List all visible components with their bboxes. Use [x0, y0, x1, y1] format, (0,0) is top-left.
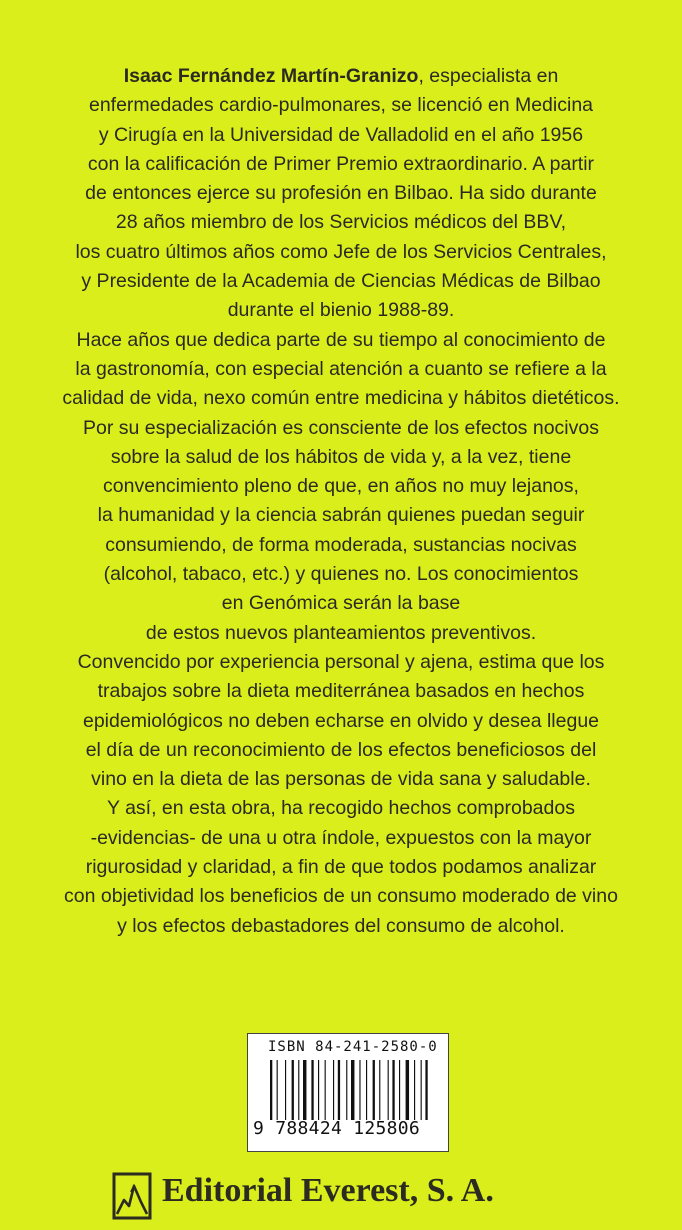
barcode-bar — [359, 1060, 360, 1120]
bio-line: Hace años que dedica parte de su tiempo al conocimiento de — [76, 328, 606, 351]
bio-line: vino en la dieta de las personas de vida sana y saludable. — [91, 768, 591, 791]
bio-line: durante el bienio 1988-89. — [227, 299, 455, 322]
bio-line: y Cirugía en la Universidad de Valladolid en el año 1956 — [98, 123, 584, 146]
barcode-bar — [285, 1060, 286, 1120]
barcode-bar — [318, 1060, 319, 1120]
barcode-bar — [379, 1060, 380, 1120]
publisher-name: Editorial Everest, S. A. — [162, 1172, 494, 1209]
barcode-bar — [346, 1060, 347, 1120]
author-name: Isaac Fernández Martín-Granizo — [123, 65, 419, 87]
barcode-bar — [406, 1060, 409, 1120]
bio-line: Y así, en esta obra, ha recogido hechos comprobados — [107, 797, 575, 820]
bio-line: y los efectos debastadores del consumo de alcohol. — [117, 914, 565, 937]
mountain-logo-icon — [112, 1172, 152, 1220]
barcode-bar — [333, 1060, 334, 1120]
barcode-bars — [270, 1060, 442, 1120]
barcode-bar — [270, 1060, 272, 1120]
bio-line: los cuatro últimos años como Jefe de los Servicios Centrales, — [75, 240, 607, 263]
bio-line: -evidencias- de una u otra índole, expuestos con la mayor — [90, 826, 592, 849]
bio-line: sobre la salud de los hábitos de vida y, a la vez, tiene — [110, 445, 572, 468]
bio-line: de entonces ejerce su profesión en Bilbao. Ha sido durante — [85, 182, 597, 205]
author-biography — [30, 62, 652, 941]
barcode-bar — [366, 1060, 367, 1120]
barcode-bar — [292, 1060, 294, 1120]
publisher-block — [112, 1168, 612, 1226]
bio-line: la humanidad y la ciencia sabrán quienes puedan seguir — [97, 504, 585, 527]
bio-line: calidad de vida, nexo común entre medicina y hábitos dietéticos. — [62, 387, 620, 410]
barcode-bar — [277, 1060, 278, 1120]
barcode-bar — [303, 1060, 306, 1120]
bio-line: en Genómica serán la base — [221, 592, 461, 615]
bio-line: con objetividad los beneficios de un consumo moderado de vino — [64, 885, 618, 908]
bio-line: epidemiológicos no deben echarse en olvido y desea llegue — [82, 709, 600, 732]
bio-line: convencimiento pleno de que, en años no muy lejanos, — [103, 475, 579, 498]
barcode-bar — [311, 1060, 313, 1120]
bio-line: consumiendo, de forma moderada, sustancias nocivas — [105, 533, 577, 556]
barcode-bar — [425, 1060, 427, 1120]
bio-line: de estos nuevos planteamientos preventivos. — [145, 621, 537, 644]
barcode-bar — [421, 1060, 422, 1120]
bio-line: el día de un reconocimiento de los efectos beneficiosos del — [85, 738, 597, 761]
isbn-label: ISBN 84-241-2580-0 — [268, 1039, 438, 1055]
barcode-bar — [298, 1060, 299, 1120]
barcode-bar — [351, 1060, 354, 1120]
bio-first-line-rest: , especialista en — [418, 65, 559, 87]
bio-line: con la calificación de Primer Premio extraordinario. A partir — [87, 152, 595, 175]
bio-line: (alcohol, tabaco, etc.) y quienes no. Los conocimientos — [103, 563, 579, 586]
barcode-bar — [338, 1060, 340, 1120]
bio-line: y Presidente de la Academia de Ciencias Médicas de Bilbao — [81, 270, 601, 293]
barcode-bar — [414, 1060, 415, 1120]
bio-line: Por su especialización es consciente de los efectos nocivos — [83, 416, 599, 439]
isbn-barcode — [247, 1033, 449, 1152]
bio-line: trabajos sobre la dieta mediterránea basados en hechos — [97, 680, 585, 703]
bio-line: Convencido por experiencia personal y ajena, estima que los — [77, 650, 605, 673]
barcode-bar — [388, 1060, 389, 1120]
bio-line: rigurosidad y claridad, a fin de que todos podamos analizar — [85, 856, 597, 879]
barcode-bar — [373, 1060, 375, 1120]
bio-line: la gastronomía, con especial atención a cuanto se refiere a la — [75, 357, 607, 380]
barcode-bar — [325, 1060, 326, 1120]
bio-first-line — [30, 62, 652, 91]
bio-line: 28 años miembro de los Servicios médicos del BBV, — [115, 211, 567, 234]
barcode-digits: 9 788424 125806 — [253, 1118, 421, 1139]
bio-line: enfermedades cardio-pulmonares, se licenció en Medicina — [88, 94, 594, 117]
barcode-bar — [392, 1060, 394, 1120]
barcode-bar — [399, 1060, 400, 1120]
